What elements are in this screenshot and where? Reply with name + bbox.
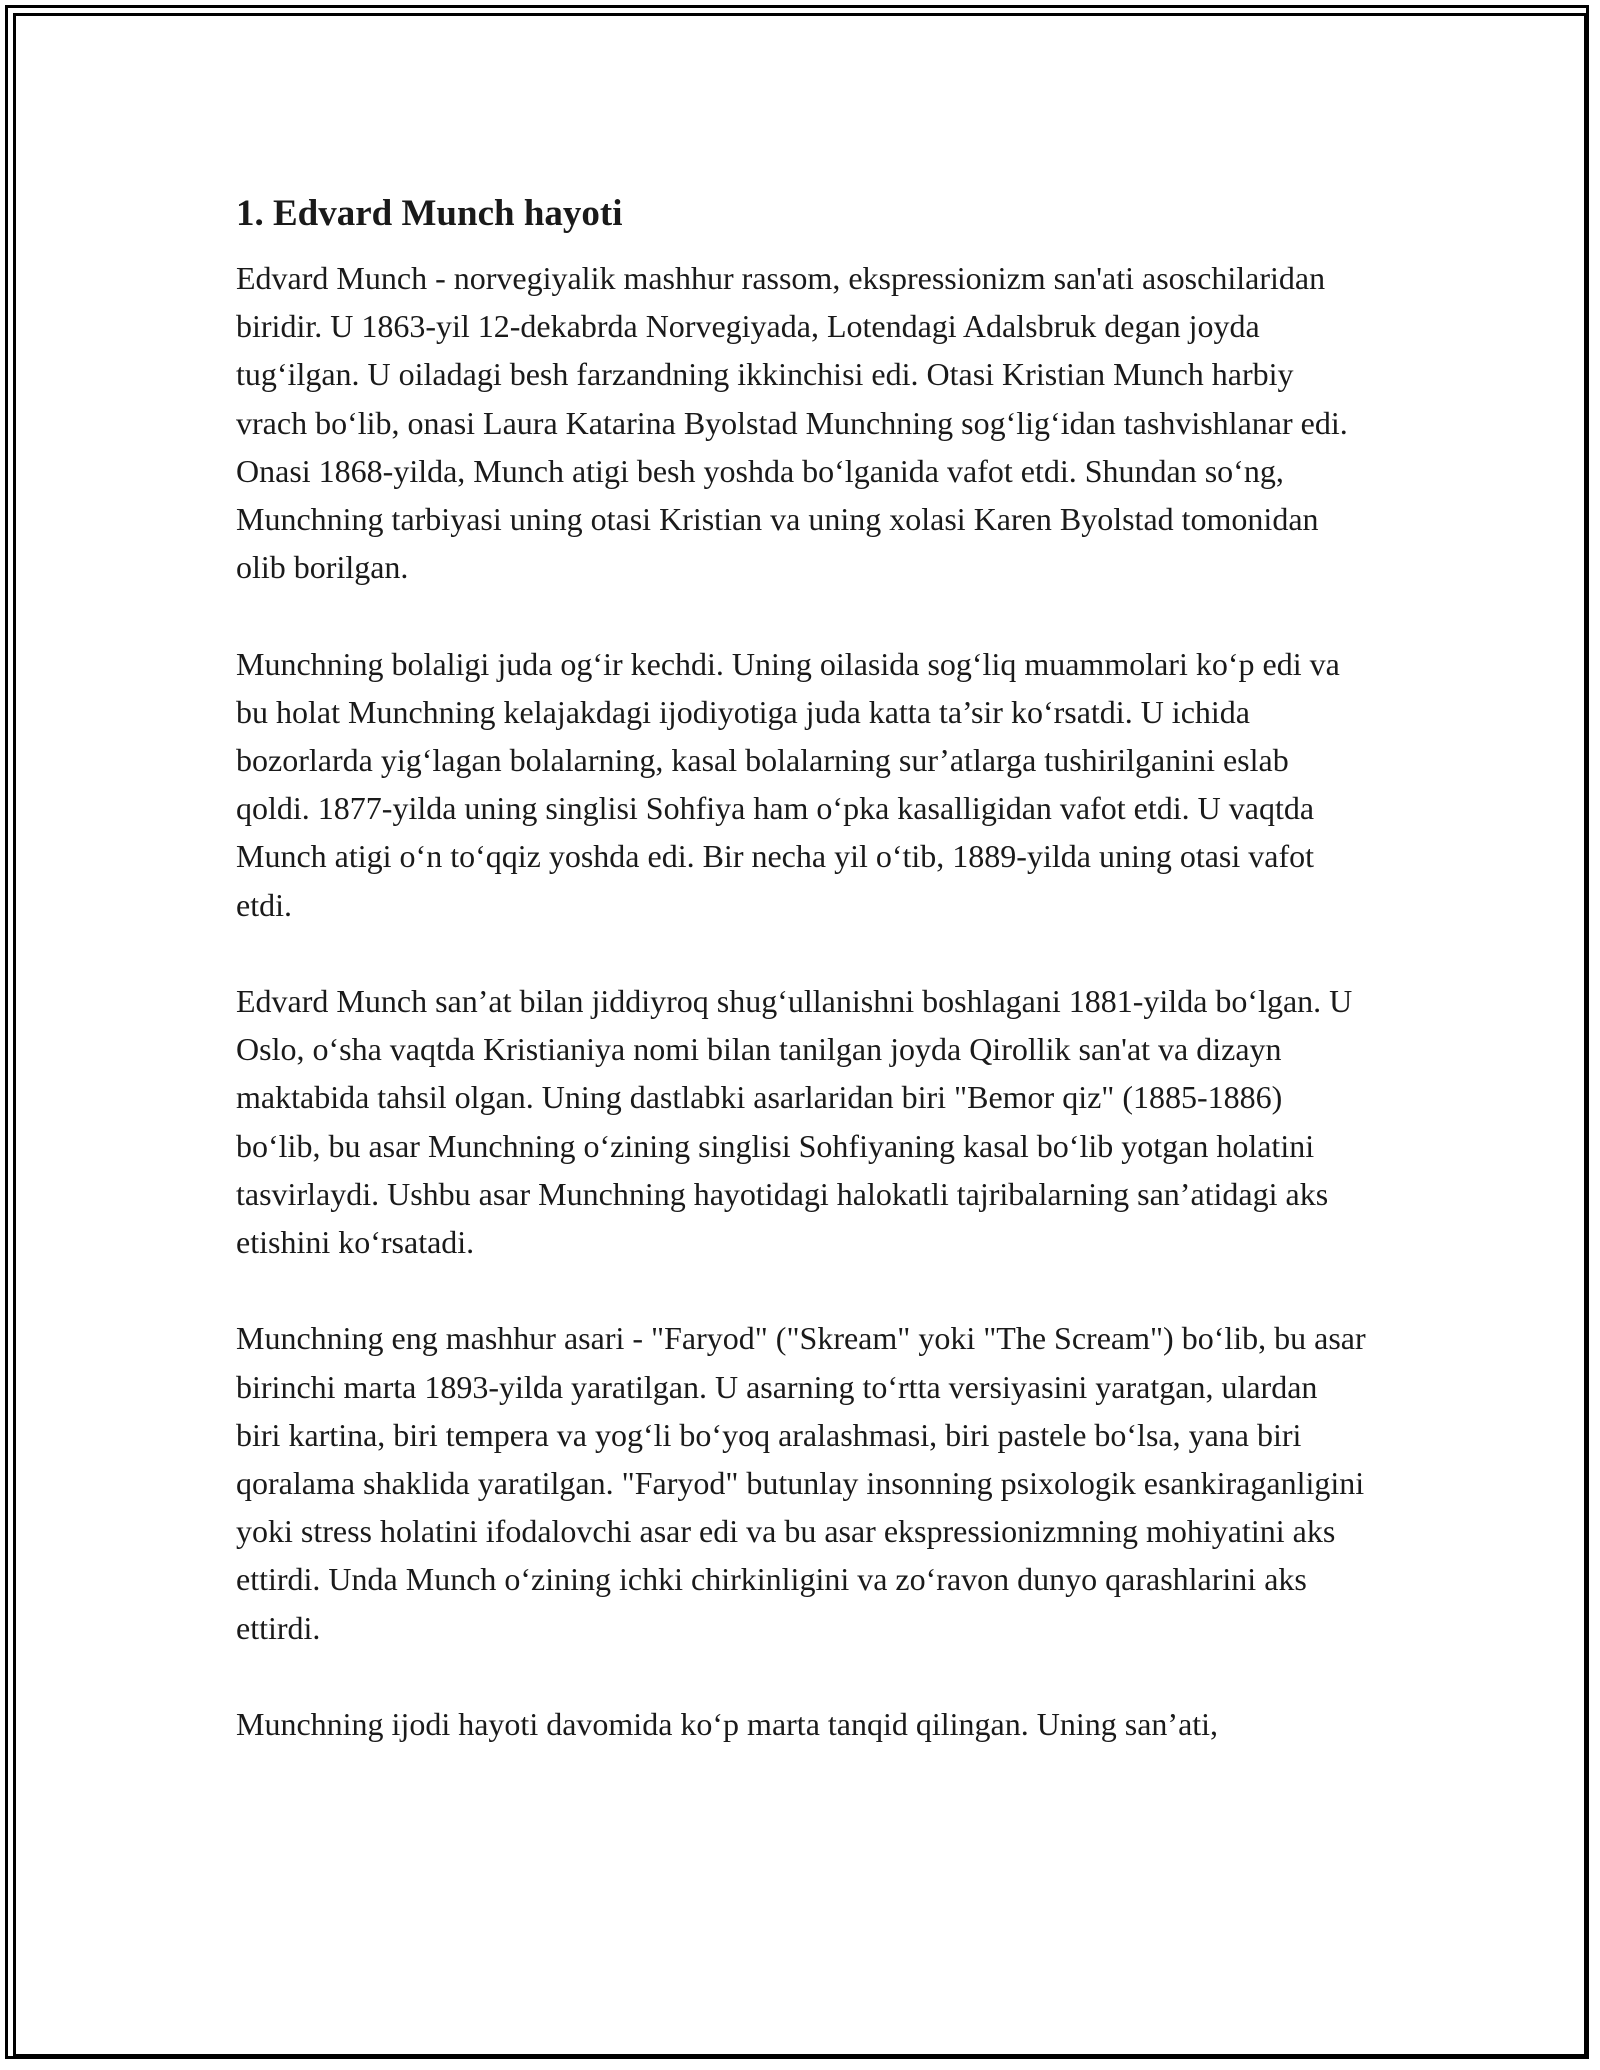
paragraph-5: Munchning ijodi hayoti davomida ko‘p marta tanqid qilingan. Uning san’ati, (236, 1706, 1219, 1743)
paragraph-2: Munchning bolaligi juda og‘ir kechdi. Uning oilasida sog‘liq muammolari ko‘p edi va bu holat Munchning kelajakdagi ijodiyotiga juda katta ta’sir ko‘rsatdi. U ichida bozorlarda yig‘lagan bolalarning, kasal bolalarning sur’atlarga tushirilganini eslab qoldi. 1877-yilda uning singlisi Sohfiya ham o‘pka kasalligidan vafot etdi. U vaqtda Munch atigi o‘n to‘qqiz yoshda edi. Bir necha yil o‘tib, 1889-yilda uning otasi vafot etdi. (236, 645, 1340, 923)
paragraph-4: Munchning eng mashhur asari - "Faryod" ("Skream" yoki "The Scream") bo‘lib, bu asar birinchi marta 1893-yilda yaratilgan. U asarning to‘rtta versiyasini yaratgan, ulardan biri kartina, biri tempera va yog‘li bo‘yoq aralashmasi, biri pastele bo‘lsa, yana biri qoralama shaklida yaratilgan. "Faryod" butunlay insonning psixologik esankiraganligini yoki stress holatini ifodalovchi asar edi va bu asar ekspressionizmning mohiyatini aks ettirdi. Unda Munch o‘zining ichki chirkinligini va zo‘ravon dunyo qarashlarini aks ettirdi. (236, 1320, 1366, 1646)
paragraph-1: Edvard Munch - norvegiyalik mashhur rassom, ekspressionizm san'ati asoschilaridan biridir. U 1863-yil 12-dekabrda Norvegiyada, Lotendagi Adalsbruk degan joyda tug‘ilgan. U oiladagi besh farzandning ikkinchisi edi. Otasi Kristian Munch harbiy vrach bo‘lib, onasi Laura Katarina Byolstad Munchning sog‘lig‘idan tashvishlanar edi. Onasi 1868-yilda, Munch atigi besh yoshda bo‘lganida vafot etdi. Shundan so‘ng, Munchning tarbiyasi uning otasi Kristian va uning xolasi Karen Byolstad tomonidan olib borilgan. (236, 260, 1348, 586)
document-body (236, 185, 1366, 1796)
paragraph-3: Edvard Munch san’at bilan jiddiyroq shug‘ullanishni boshlagani 1881-yilda bo‘lgan. U Oslo, o‘sha vaqtda Kristianiya nomi bilan tanilgan joyda Qirollik san'at va dizayn maktabida tahsil olgan. Uning dastlabki asarlaridan biri "Bemor qiz" (1885-1886) bo‘lib, bu asar Munchning o‘zining singlisi Sohfiyaning kasal bo‘lib yotgan holatini tasvirlaydi. Ushbu asar Munchning hayotidagi halokatli tajribalarning san’atidagi aks etishini ko‘rsatadi. (236, 983, 1353, 1261)
section-heading: 1. Edvard Munch hayoti (236, 193, 623, 234)
